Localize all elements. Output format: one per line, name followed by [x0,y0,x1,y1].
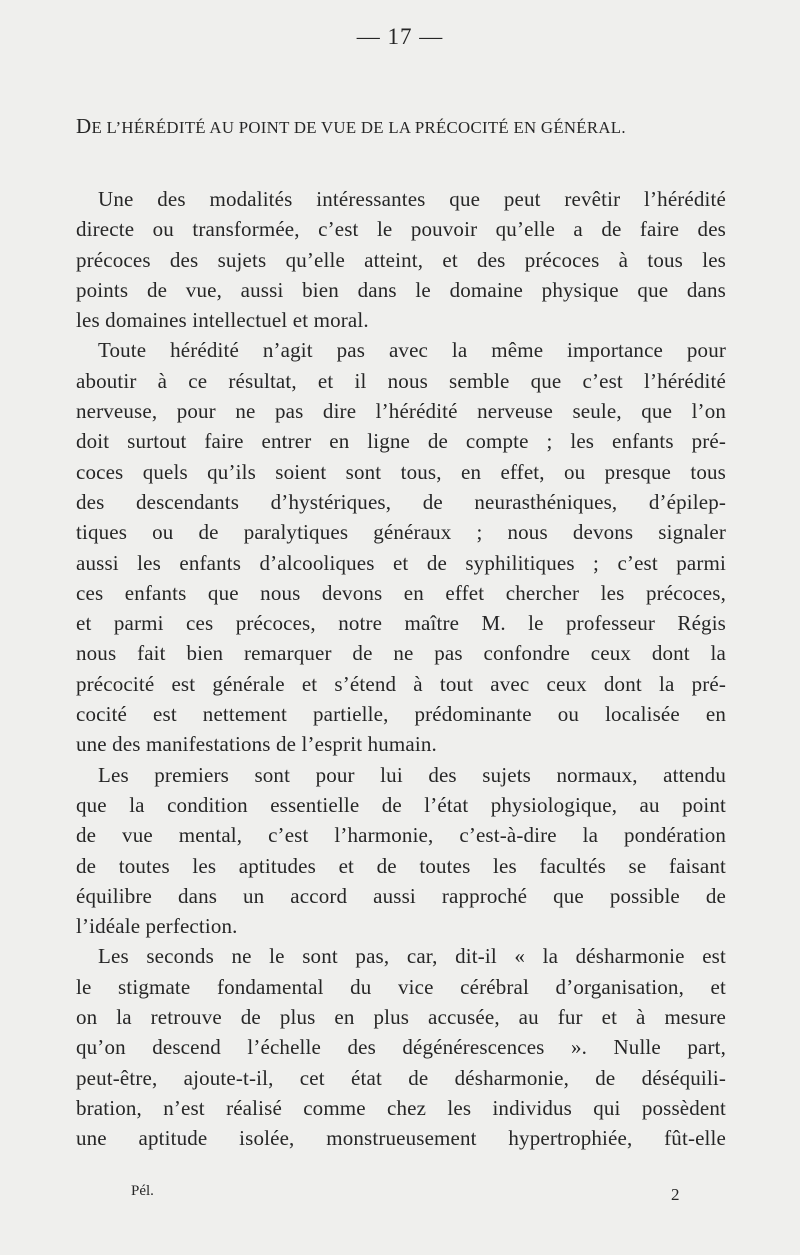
text-line: de vue mental, c’est l’harmonie, c’est-à-dire la pondération [76,823,726,848]
text-line: une aptitude isolée, monstrueusement hypertrophiée, fût-elle [76,1126,726,1151]
text-line: précocité est générale et s’étend à tout avec ceux dont la pré- [76,671,726,696]
text-line: les domaines intellectuel et moral. [76,308,369,333]
text-line: et parmi ces précoces, notre maître M. le professeur Régis [76,611,726,636]
text-line: nerveuse, pour ne pas dire l’hérédité nerveuse seule, que l’on [76,399,726,424]
sheet-number: 2 [671,1185,680,1204]
heading-text: E L’HÉRÉDITÉ AU POINT DE VUE DE LA PRÉCOCITÉ EN GÉNÉRAL. [91,118,626,137]
text-line: le stigmate fondamental du vice cérébral d’organisation, et [76,974,726,999]
text-line: bration, n’est réalisé comme chez les individus qui possèdent [76,1095,726,1120]
text-line: cocité est nettement partielle, prédominante ou localisée en [76,702,726,727]
signature-mark: Pél. [131,1183,154,1199]
text-line: qu’on descend l’échelle des dégénérescences ». Nulle part, [76,1035,726,1060]
text-line: directe ou transformée, c’est le pouvoir qu’elle a de faire des [76,217,726,242]
text-line: Les seconds ne le sont pas, car, dit-il « la désharmonie est [98,944,726,969]
text-line: points de vue, aussi bien dans le domaine physique que dans [76,277,726,302]
text-line: ces enfants que nous devons en effet chercher les précoces, [76,580,726,605]
text-line: peut-être, ajoute-t-il, cet état de désharmonie, de déséquili- [76,1065,726,1090]
heading-initial: D [76,114,92,138]
text-line: Les premiers sont pour lui des sujets normaux, attendu [98,762,726,787]
text-line: l’idéale perfection. [76,914,238,939]
text-line: équilibre dans un accord aussi rapproché que possible de [76,883,726,908]
text-line: Une des modalités intéressantes que peut revêtir l’hérédité [98,187,726,211]
text-line: une des manifestations de l’esprit humain. [76,732,437,757]
text-line: nous fait bien remarquer de ne pas confondre ceux dont la [76,641,726,666]
text-line: tiques ou de paralytiques généraux ; nous devons signaler [76,520,726,545]
text-line: aussi les enfants d’alcooliques et de syphilitiques ; c’est parmi [76,550,726,575]
text-line: Toute hérédité n’agit pas avec la même importance pour [98,338,726,363]
section-heading [76,114,736,139]
text-line: que la condition essentielle de l’état physiologique, au point [76,792,726,817]
text-line: coces quels qu’ils soient sont tous, en effet, ou presque tous [76,459,726,484]
text-line: on la retrouve de plus en plus accusée, au fur et à mesure [76,1005,726,1030]
text-line: aboutir à ce résultat, et il nous semble que c’est l’hérédité [76,368,726,393]
text-line: doit surtout faire entrer en ligne de compte ; les enfants pré- [76,429,726,454]
text-line: des descendants d’hystériques, de neurasthéniques, d’épilep- [76,489,726,514]
body-text [76,184,726,1154]
text-line: de toutes les aptitudes et de toutes les facultés se faisant [76,853,726,878]
page-number: — 17 — [356,24,444,49]
text-line: précoces des sujets qu’elle atteint, et des précoces à tous les [76,247,726,272]
